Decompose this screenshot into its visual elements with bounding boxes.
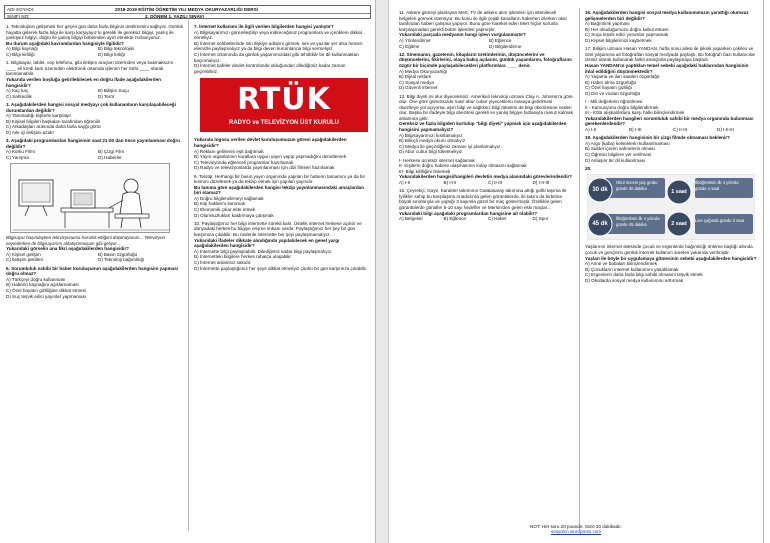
question-15-option-d[interactable]: D) Spor bbox=[532, 216, 549, 222]
question-5-option-c[interactable]: C) İletişim şekilleri bbox=[6, 257, 44, 263]
rtuk-logo-word: RTÜK bbox=[237, 82, 331, 118]
question-8 bbox=[194, 78, 370, 171]
exam-title: 2018-2019 EĞİTİM ÖĞRETİM YILI MEDYA OKURYAZARLIĞI DERSİ bbox=[115, 7, 258, 12]
rtuk-logo bbox=[200, 78, 368, 132]
question-10-option-a[interactable]: A) İnternette bilgi paylaşılabilir. Dilediğimiz kadar bilgi paylaşmalıyız. bbox=[194, 248, 333, 254]
question-17-text: 17. Bilişim uzmanı Hasan YANDAN, hafta sonu ailesi ile piknik yaparken çekilen ve özel yaşamına ait fotoğrafları sosyal medyada paylaştı. Bu fotoğrafı bazı kullanıcılar izinsiz olarak kullanarak farklı amaçlarla paylaşmaya başladı. bbox=[585, 46, 756, 63]
question-14-option-c[interactable]: C) II-III bbox=[488, 180, 503, 185]
question-17-option-a[interactable]: A) Yaşama ve ilan saatleri özgürlüğü bbox=[585, 74, 660, 80]
header-divider bbox=[5, 13, 370, 14]
question-17-stem: Hasan YANDAN'ın yaptıkları temel sebebi aşağıdaki haklarından hangisinin ihlal edildiğini düşünmektedir? bbox=[585, 62, 749, 74]
question-7-option-b[interactable]: B) İnternet sohbetlerinde sıkı ilişkiye adlarını girmek, ses ve yazılar yer alsa hemen elemizle paylaşmalıyız ya da bilgi deveri kurumlarına bilgi vermeliyiz. bbox=[194, 40, 363, 52]
question-14-item-3: III- Bilgi kirliliğini önlemek bbox=[399, 168, 451, 174]
question-18-item-2: II - Kamuoyunu doğru bilgilendirmek bbox=[585, 104, 659, 110]
footer-note: NOT: Her soru 20 puandır. Süre 30 dakikadır. bbox=[530, 523, 622, 529]
question-17 bbox=[585, 46, 757, 96]
question-4-option-a[interactable]: A) Korku Filmi bbox=[6, 149, 35, 155]
question-1-option-a[interactable]: A) Bilgi kaynağı bbox=[6, 46, 38, 52]
question-3-option-b[interactable]: B) Kişisel bilgileri başkaları tarafından öğrenilir bbox=[6, 118, 101, 124]
column-divider-2 bbox=[579, 8, 580, 531]
question-8-option-c[interactable]: C) Televizyonda eğlenceli programlar hazırlamak bbox=[194, 159, 294, 165]
question-1 bbox=[6, 24, 184, 58]
question-8-option-d[interactable]: D) Radyo ve televizyonlarda yayınlanması için dizi filmleri hazırlamak bbox=[194, 165, 335, 171]
box-30dk-label: Okul öncesi yaş grubu günde 30 dakika bbox=[616, 180, 658, 191]
question-16 bbox=[585, 10, 757, 44]
question-5-stem: Yukarıdaki görselin ana fikri aşağıdakilerden hangisidir? bbox=[6, 246, 130, 252]
question-4-option-c[interactable]: C) Yarışma bbox=[6, 154, 29, 160]
page-gap bbox=[376, 0, 388, 543]
exam-header bbox=[4, 5, 371, 19]
question-13-option-a[interactable]: A) Bilgisayarımızı kısıtlamalıyız bbox=[399, 132, 463, 138]
circle-1saat-value: 1 saat bbox=[671, 189, 687, 196]
question-15-text: 15. Çeyrekçi, Gaye, Karakter takımının Galatasaray takımına attığı gollü taşıma ile İyilikler sahip bu karşılaşma Anadolu'da gelen görüntülerde, iki takım da birbirine büyük sınırlarıyla ve yaptığı 3 sayımla güzel bir maç göstermiştir. Özellikle gelen görüntülerde gönüller 5-10 sayı hedefler ve Mersin'den gelen eski maçlar... bbox=[399, 188, 567, 210]
question-12-option-d[interactable]: D) Güvenli internet bbox=[399, 85, 438, 91]
exam-page-1 bbox=[0, 0, 376, 543]
question-8-option-b[interactable]: B) Yayın organlarının kurallara uygun yayın yapıp yapmadığını denetlemek bbox=[194, 154, 347, 160]
question-12-option-a[interactable]: A) Medya Okuryazarlığı bbox=[399, 68, 448, 74]
question-7 bbox=[194, 24, 370, 74]
question-19-option-b[interactable]: B) Siddet içeren sahnelerin olması bbox=[585, 146, 655, 152]
cartoon-caption: Bilgisayar başındayken televizyonuma hasızlık ettiğimi düşünüyorum... Televizyon seyrederken de bilgisayarımı aldatıyormuşum gibi geliyor... bbox=[6, 235, 165, 246]
question-14-option-a[interactable]: A) I-II bbox=[399, 180, 411, 185]
exam-subtitle: 2. DÖNEM 1. YAZILI SINAVI bbox=[145, 13, 204, 19]
question-9-stem: Bu tanıma göre aşağıdakilerden hangisi tekzip yayınlanmasındaki amaçlardan biri olamaz? bbox=[194, 184, 365, 196]
question-3-option-d[interactable]: D) Aile içi iletişimi azalır bbox=[6, 129, 54, 135]
question-17-option-d[interactable]: D) Din ve vicdan özgürlüğü bbox=[585, 90, 641, 96]
page2-left-column bbox=[399, 10, 573, 520]
question-9-option-b[interactable]: B) Kişi haklarını korumak bbox=[194, 201, 246, 207]
question-15 bbox=[399, 188, 573, 222]
question-16-option-d[interactable]: D) Kişisel bilgilerimizi kaybetmek bbox=[585, 37, 652, 43]
question-1-option-c[interactable]: C) Bilgi kirliliği bbox=[6, 51, 35, 57]
question-11-option-d[interactable]: D) Bilgilendirme bbox=[489, 43, 522, 49]
question-8-stem: Yukarıda logosu verilen devlet kuruluşumuzun görevi aşağıdakilerden hangisidir? bbox=[194, 137, 347, 148]
question-4-option-b[interactable]: B) Çizgi Film bbox=[98, 149, 125, 155]
question-9-option-d[interactable]: D) Olumsuzlukları kaldırmaya çalışmak bbox=[194, 212, 274, 218]
question-14-option-d[interactable]: D) I-II-III bbox=[532, 180, 550, 185]
question-10-option-c[interactable]: C) İnternet anlamsız sakıdır. bbox=[194, 260, 252, 265]
question-1-option-d[interactable]: D) Bilgi kıtlığı bbox=[98, 51, 126, 57]
page1-left-column bbox=[6, 24, 184, 534]
question-18-option-b[interactable]: B) I-III bbox=[629, 127, 642, 133]
question-3-option-a[interactable]: A) Tanımadığı kişilerle karşılaşır bbox=[6, 113, 72, 119]
question-10 bbox=[194, 221, 370, 271]
question-14-option-b[interactable]: B) I-III bbox=[443, 180, 457, 185]
question-2-text: 2. Bilgisayar, tablet, cep telefonu, gibi iletişim araçları üzerinden veya bakmaksızın ____ eli kredi kartı üzerinden elektronik ortamda işlenen her türlü ____ olarak tanımlanabilir. bbox=[6, 60, 174, 77]
exam-page-2 bbox=[388, 0, 764, 543]
box-2saat-label: Lise çağında günde 2 saat bbox=[695, 218, 745, 224]
question-7-option-d[interactable]: D) İnternet kafeler devlet kontrolünde olduğundan dilediğimiz kadar zaman geçirebiliriz. bbox=[194, 63, 346, 74]
question-11-option-c[interactable]: C) Eğitme bbox=[399, 43, 420, 49]
question-5-option-d[interactable]: D) Teknoloji bağımlılığı bbox=[98, 257, 145, 263]
question-12 bbox=[399, 52, 573, 91]
question-8-option-a[interactable]: A) Reklam gelirlerini eşit dağıtmak bbox=[194, 148, 264, 154]
question-13-option-b[interactable]: B) Bilinçli medya okuru olmalıyız bbox=[399, 138, 466, 144]
question-3-stem: 3. Aşağıdakilerden hangisi sosyal medyayı çok kullananların karşılaşabileceği durumlardan değildir? bbox=[6, 101, 176, 113]
question-11-option-b[interactable]: B) Eğlence bbox=[489, 37, 512, 43]
footer-link[interactable]: sosyalcn.wordpress.com bbox=[550, 529, 602, 535]
question-5-option-a[interactable]: A) Kişisel gelişim bbox=[6, 251, 41, 257]
question-20-number: 20. bbox=[585, 165, 592, 171]
page2-right-column bbox=[585, 10, 757, 515]
question-12-option-c[interactable]: C) Sosyal medya bbox=[399, 79, 434, 85]
question-2-option-c[interactable]: C) Sahtecilik bbox=[6, 93, 32, 99]
question-20-text: Yaşlarının internet sitesinde çocuk ve ergenlerde bağımlılığı önleme başlığı altında çocuk ve gençlerin günlük internet kullanım süreleri yukarıda verilmiştir. bbox=[585, 244, 753, 255]
question-2-option-a[interactable]: A) Kaç kaç bbox=[6, 88, 29, 94]
circle-30dk-value: 30 dk bbox=[592, 187, 608, 194]
question-14-item-1: I- Herkese ücretsiz internet sağlamak bbox=[399, 157, 475, 163]
box-45dk-label: İlköğretimin ilk 4 yılında günde 45 dakika bbox=[616, 216, 660, 227]
question-16-option-c[interactable]: C) Suça teşvik edici yorumlar yapmamak bbox=[585, 32, 669, 38]
question-5 bbox=[6, 163, 184, 263]
question-17-option-b[interactable]: B) Haber alma özgürlüğü bbox=[585, 79, 637, 85]
screen-time-infographic bbox=[587, 174, 755, 240]
question-3 bbox=[6, 102, 184, 136]
question-19-option-d[interactable]: D) Anlaşılır bir dil kullanılması bbox=[585, 157, 646, 163]
question-19-option-a[interactable]: A) Argo (kaba) kelimelerin kullanılmaması bbox=[585, 140, 670, 146]
rtuk-logo-subtitle: RADYO ve TELEVİZYON ÜST KURULU bbox=[228, 120, 339, 127]
question-7-stem: 7. İnternet kullanımı ile ilgili verilen bilgilerden hangisi yanlıştır? bbox=[194, 24, 334, 29]
question-1-option-b[interactable]: B) Bilgi teknolojisi bbox=[98, 46, 134, 52]
question-18-item-1: I - Mili değerlerin öğretilmesi bbox=[585, 99, 643, 105]
question-17-option-c[interactable]: C) Özel hayatın gizliliği bbox=[585, 85, 632, 91]
question-2-option-b[interactable]: B) Bilişim Suçu bbox=[98, 88, 129, 94]
question-19-stem: 19. Aşağıdakilerden hangisinin bir çizgi filmde olmaması beklenir? bbox=[585, 135, 730, 141]
question-18-stem: Yukarıdakilerden hangileri sorumluluk sahibi bir medya organında bulunması gerekenlerdendir? bbox=[585, 115, 754, 127]
question-19 bbox=[585, 135, 757, 163]
question-2 bbox=[6, 60, 184, 99]
question-15-option-c[interactable]: C) Haber bbox=[488, 216, 507, 222]
question-2-stem: Yukarıda verilen boşluğa getirilebilecek en doğru ifade aşağıdakilerden hangisidir? bbox=[6, 76, 161, 88]
question-9-option-c[interactable]: C) Ekonomik çıkar elde etmek bbox=[194, 207, 256, 213]
question-10-stem: Yukarıdaki ifadeler dikkate alındığında yapılabilecek en genel yargı aşağıdakilerden hangisidir? bbox=[194, 237, 340, 249]
question-11-text: 11. Askere gitmeyi planlayan Mert, TV de askere alım işlemleri için istenilecek belgeleri görmek istemiyor. Bu konu ile ilgili çeşitli kanalların haberleri izlerken okul tarafından haberi çalışma yapıyor. Bunu göre hareket eden Mert hiçbir sorunla karşılaşmadan gerekli bütün işlemleri yapmıştır. bbox=[399, 10, 567, 32]
question-12-stem: 12. Sinemanın, gazetenin, kitapların üretimlerinin, düşüncelerini ve düşüncelerini, fikirlerini, olaya bakış açılarını, günlük yaşamlarını, fotoğraflarını özgür bir biçimde paylaşabilecekleri platformlara ____ denir. bbox=[399, 51, 572, 68]
question-13-option-d[interactable]: D) Abur cubur bilgi tüketmeliyiz bbox=[399, 149, 463, 155]
column-divider bbox=[188, 20, 189, 531]
question-6-option-c[interactable]: C) Özel hayatın gizliliğine dikkat etmesi bbox=[6, 287, 86, 293]
question-11-option-a[interactable]: A) Yönlendirme bbox=[399, 37, 431, 43]
cartoon-drawing bbox=[11, 164, 171, 234]
question-13 bbox=[399, 94, 573, 156]
question-12-option-b[interactable]: B) Dijital reklam bbox=[399, 74, 432, 80]
question-1-text: 1. Teknolojinin gelişmesi her geçen gün daha fazla bilginin üretilmesini sağlıyor. Günlük hayatta giderek fazla bilgi ile karşı karşıyayız ki gerekli ile gereksiz bilgiyi, yanlış ile yanlışsız bilgiyi, doğru ile yanlış bilgiyi birbirinden ayırt etmekte zorlanıyoruz. bbox=[6, 24, 183, 41]
question-16-stem: 16. Aşağıdakilerden hangisi sosyal medya kullanımımızın yarattığı olumsuz gelişmelerden biri değildir? bbox=[585, 10, 749, 21]
question-9-text: 9. Telotip: Herhangi bir basın yayın organında yapılan bir haberin tamamını ya da bir kısmını düzeltmek ya da tekzip etmek için yapılan yayındır. bbox=[194, 173, 366, 185]
question-6 bbox=[6, 266, 184, 300]
question-13-stem: Gereksiz ve fazla bilgiden kurtulup "bilgi diyeti" yapmak için aşağıdakilerden hangisini yapmamalıyız? bbox=[399, 121, 567, 133]
question-9 bbox=[194, 174, 370, 219]
question-14-item-2: II- Kişilerin doğru habere ulaşmasının kolay olmasını sağlamak bbox=[399, 163, 527, 169]
question-6-option-a[interactable]: A) Türkçeyi doğru kullanması bbox=[6, 276, 66, 282]
question-10-option-d[interactable]: D) İnternette paylaştığımız her şeye dikkat etmeliyiz çünkü bir gün karşımıza çıkabilir. bbox=[194, 265, 368, 271]
question-20-option-d[interactable]: D) Okullarda sosyal medya kullanımını arttırmak bbox=[585, 277, 684, 283]
class-label: SINIFI NO: bbox=[7, 13, 30, 19]
question-5-option-b[interactable]: B) Basın özgürlüğü bbox=[98, 251, 138, 257]
circle-45dk-value: 45 dk bbox=[592, 221, 608, 228]
question-11-stem: Yukarıdaki parçada medyanın hangi işlevi vurgulanmıştır? bbox=[399, 32, 526, 38]
question-10-text: 10. Paylaştığımız her bilgi internette sürekli kalır. Üstelik internet herkese açıktır ve dünyadaki herkes bu bilgiye erişme imkanı vardır. Paylaştığımız her şey bir gün karşımıza çıkabilir. Bu nedenle internette her şeyi paylaşmamalıyız. bbox=[194, 220, 362, 238]
question-16-option-b[interactable]: B) Her okuduğumuzu doğru kabul etmesi bbox=[585, 26, 669, 32]
name-label: ADI SOYADI: bbox=[7, 7, 35, 12]
question-18-option-a[interactable]: A) I-II bbox=[585, 127, 597, 133]
question-7-option-c[interactable]: C) İnternet ortamında da günlük yaşamımızdaki gibi tehditkâr bir dil kullanmaktan kaçınmalıyız. bbox=[194, 51, 359, 63]
question-7-option-a[interactable]: A) Bilgisayarımızı güncelleştirip veya indireceğimiz programlara ve içeriklere dikkat etmeliyiz. bbox=[194, 29, 362, 41]
question-15-option-a[interactable]: A) Belgesel bbox=[399, 216, 423, 222]
question-18-option-d[interactable]: D) I-II-III bbox=[717, 127, 734, 133]
question-20-option-c[interactable]: C) Ergenlerin daha fazla bilgi sahibi olmasını teşvik etmek bbox=[585, 272, 703, 278]
question-14-stem: Yukarıdakilerden hangisi/hangileri devletin medya alanındaki görevlerindendir? bbox=[399, 174, 573, 180]
question-18-item-3: III - Kötü alışkanlıklara karşı halkı bilinçlendirmek bbox=[585, 110, 685, 116]
question-20-option-b[interactable]: B) Çocukların internet kullanımını yasaklamak bbox=[585, 266, 679, 272]
question-13-option-c[interactable]: C) Medya ile geçirdiğimiz zamanı iyi planlamalıyız. bbox=[399, 143, 502, 149]
question-16-option-a[interactable]: A) Bağımlılık yapması bbox=[585, 21, 630, 27]
question-3-option-c[interactable]: C) Arkadaşları arasında daha fazla sayğı görür bbox=[6, 124, 101, 130]
exam-footer bbox=[389, 524, 763, 535]
question-6-option-d[interactable]: D) Suç teşvik edici yayınlar yapmaması bbox=[6, 293, 87, 299]
question-4-option-d[interactable]: D) Haberler bbox=[98, 154, 122, 160]
question-20-stem: Yaşları ile böyle bir uygulamaya gitmesinin sebebi aşağıdakilerden hangisidir? bbox=[585, 255, 757, 261]
question-1-stem: Bu durum aşağıdaki kavramlardan hangisiyle ilgilidir? bbox=[6, 40, 124, 46]
question-10-option-b[interactable]: B) İnternetteki bilgilere herkes rahatça ulaşabilir. bbox=[194, 254, 292, 260]
question-14 bbox=[399, 158, 573, 186]
question-19-option-c[interactable]: C) Öğretici bilgilere yer verilmesi bbox=[585, 152, 652, 158]
question-13-text: 13. Bilgi diyeti mi olur diyeceksiniz. Amerikalı teknoloji uzmanı Clay A. Johnson'a göre olur. Öne göre günümüzde nasıl abur cubur yiyeceklerin masaya getirilmesi obeziteye yol açıyorsa, aşırı bilgi ve sağlıksız bilgi tüketimi de bilgi obezitesine neden olur. Başka bir ifadeyle bilgi obezitesi gerekli ve yanlış bilgiye fazlasıyla maruz kalmak anlamına gelir. bbox=[399, 93, 573, 121]
question-20 bbox=[585, 166, 757, 284]
question-2-option-d[interactable]: D) Terör bbox=[98, 93, 115, 99]
question-6-option-b[interactable]: B) Haberin kaynağını açıklamaması bbox=[6, 282, 79, 288]
question-20-option-a[interactable]: A) Anne ve babaları bilinçlendirmek bbox=[585, 261, 658, 267]
question-18 bbox=[585, 99, 757, 133]
question-4-stem: 4. Aşağıdaki programlardan hangisinin saat 21:00 dan önce yayınlanması doğru değildir? bbox=[6, 138, 180, 149]
question-4 bbox=[6, 138, 184, 160]
question-15-option-b[interactable]: B) Eğlence bbox=[443, 216, 466, 222]
question-15-stem: Yukarıdaki bilgi aşağıdaki programlardan hangisine ait olabilir? bbox=[399, 210, 538, 216]
question-6-stem: 6. Sorumluluk sahibi bir haber kuruluşunun aşağıdakilerden hangisini yapması doğru olmaz? bbox=[6, 265, 179, 277]
question-9-option-a[interactable]: A) Doğru bilgilendirmeyi sağlamak bbox=[194, 195, 264, 201]
box-1saat-label: İlköğretimin ilk 4 yılında günde 1 saat bbox=[695, 180, 739, 191]
question-18-option-c[interactable]: C) II-III bbox=[673, 127, 688, 133]
question-11 bbox=[399, 10, 573, 49]
page1-right-column bbox=[194, 24, 370, 534]
cartoon-illustration bbox=[10, 163, 170, 233]
circle-2saat-value: 2 saat bbox=[671, 221, 687, 228]
